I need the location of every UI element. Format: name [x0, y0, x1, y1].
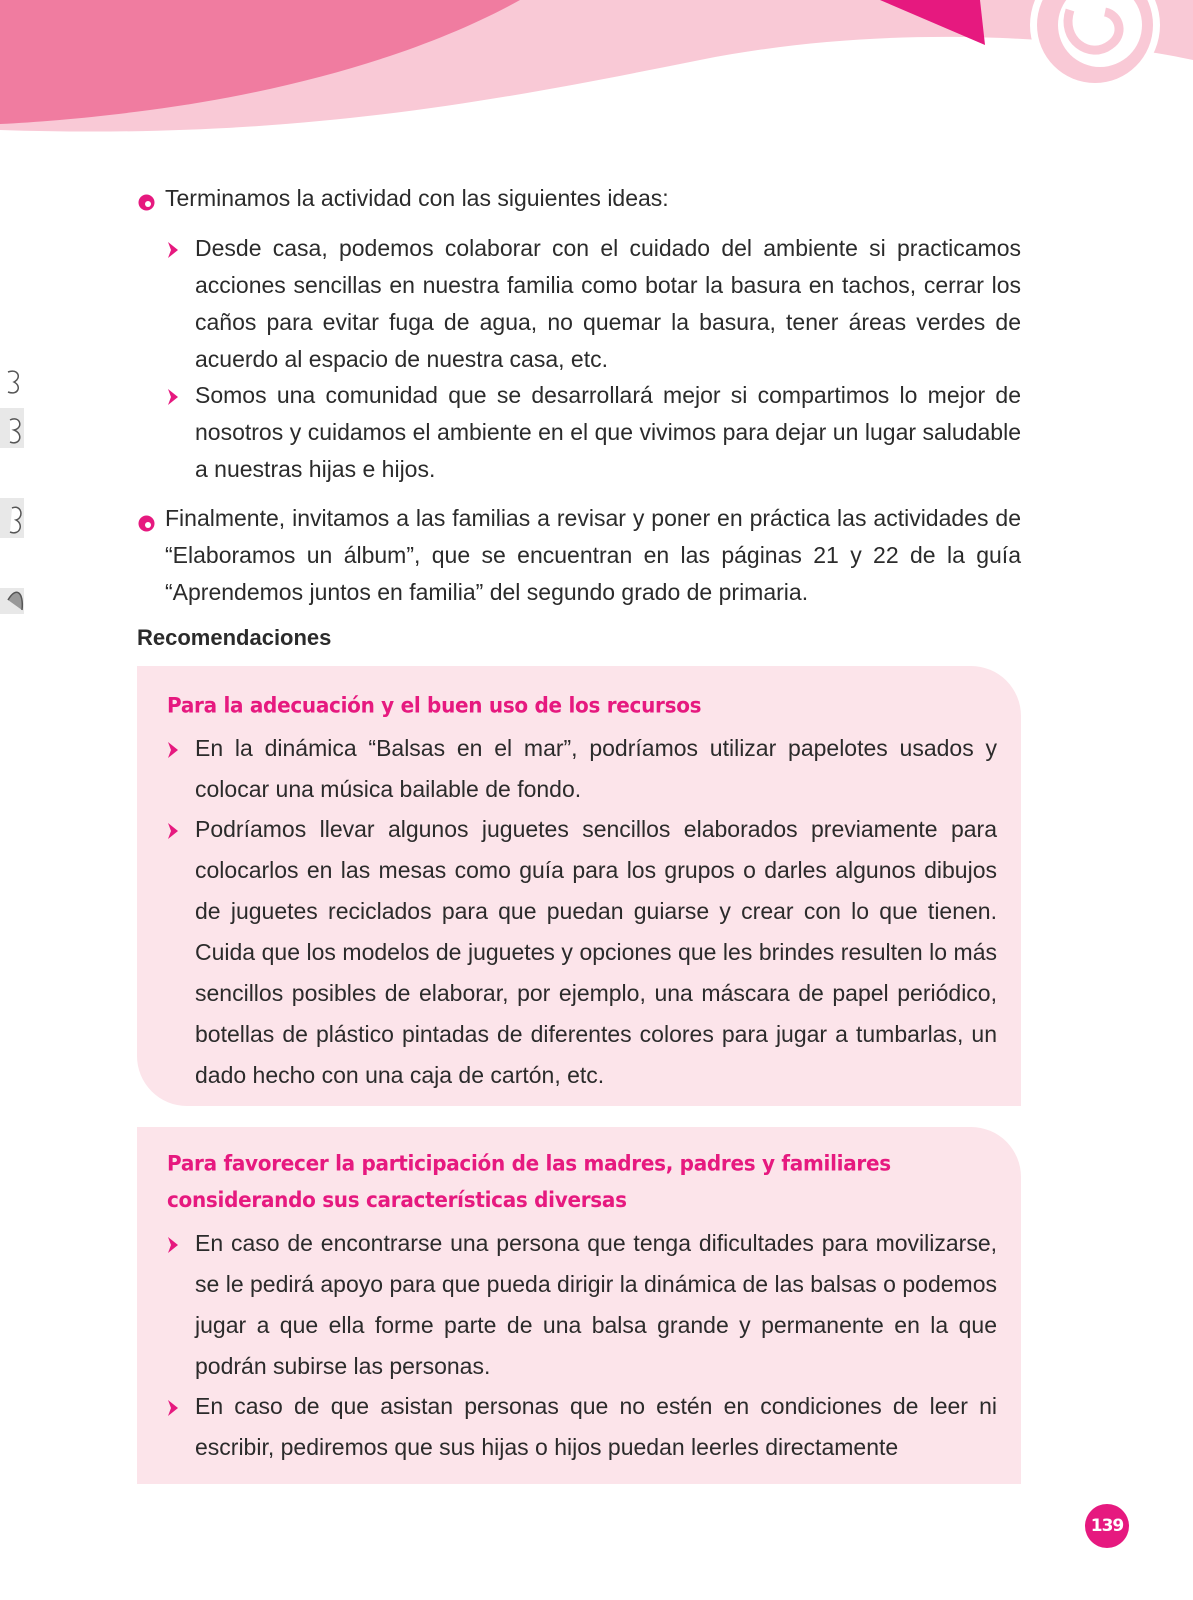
- intro-lead: Terminamos la actividad con las siguientes ideas:: [165, 185, 669, 211]
- chevron-right-icon: [166, 1236, 182, 1254]
- pink-bullet-icon: [138, 515, 155, 532]
- chevron-right-icon: [166, 822, 182, 840]
- chevron-right-icon: [166, 388, 182, 406]
- recommendations-heading: Recomendaciones: [137, 625, 332, 650]
- chevron-right-icon: [166, 1399, 182, 1417]
- intro-item-1: Desde casa, podemos colaborar con el cuidado del ambiente si practicamos acciones sencillas en nuestra familia como botar la basura en tachos, cerrar los caños para evitar fuga de agua, no quemar la basura, tener áreas verdes de acuerdo al espacio de nuestra casa, etc.: [195, 235, 1021, 372]
- chevron-right-icon: [166, 741, 182, 759]
- pink-bullet-icon: [138, 194, 155, 211]
- box2-item-1: En caso de encontrarse una persona que tenga dificultades para movilizarse, se le pedirá apoyo para que pueda dirigir la dinámica de las balsas o podemos jugar a que ella forme parte de una balsa grande y permanente en la que podrán subirse las personas.: [195, 1230, 997, 1379]
- box2-title: Para favorecer la participación de las madres, padres y familiares considerando sus características diversas: [167, 1150, 891, 1213]
- intro-item-2: Somos una comunidad que se desarrollará mejor si compartimos lo mejor de nosotros y cuidamos el ambiente en el que vivimos para dejar un lugar saludable a nuestras hijas e hijos.: [195, 382, 1021, 482]
- chevron-right-icon: [166, 241, 182, 259]
- side-doodle-decoration: [0, 360, 26, 620]
- box2-item-2: En caso de que asistan personas que no estén en condiciones de leer ni escribir, pediremos que sus hijas o hijos puedan leerles directamente: [195, 1393, 997, 1460]
- box1-item-2: Podríamos llevar algunos juguetes sencillos elaborados previamente para colocarlos en las mesas como guía para los grupos o darles algunos dibujos de juguetes reciclados para que puedan guiarse y crear con lo que tienen. Cuida que los modelos de juguetes y opciones que les brindes resulten lo más sencillos posibles de elaborar, por ejemplo, una máscara de papel periódico, botellas de plástico pintadas de diferentes colores para jugar a tumbarlas, un dado hecho con una caja de cartón, etc.: [195, 816, 997, 1088]
- closing-paragraph: Finalmente, invitamos a las familias a revisar y poner en práctica las actividades de “Elaboramos un álbum”, que se encuentran en las páginas 21 y 22 de la guía “Aprendemos juntos en familia” del segundo grado de primaria.: [165, 505, 1021, 605]
- page-number: 139: [1085, 1504, 1129, 1548]
- box1-item-1: En la dinámica “Balsas en el mar”, podríamos utilizar papelotes usados y colocar una música bailable de fondo.: [195, 735, 997, 802]
- header-wave-decoration: [0, 0, 1193, 140]
- box1-title: Para la adecuación y el buen uso de los recursos: [167, 692, 702, 718]
